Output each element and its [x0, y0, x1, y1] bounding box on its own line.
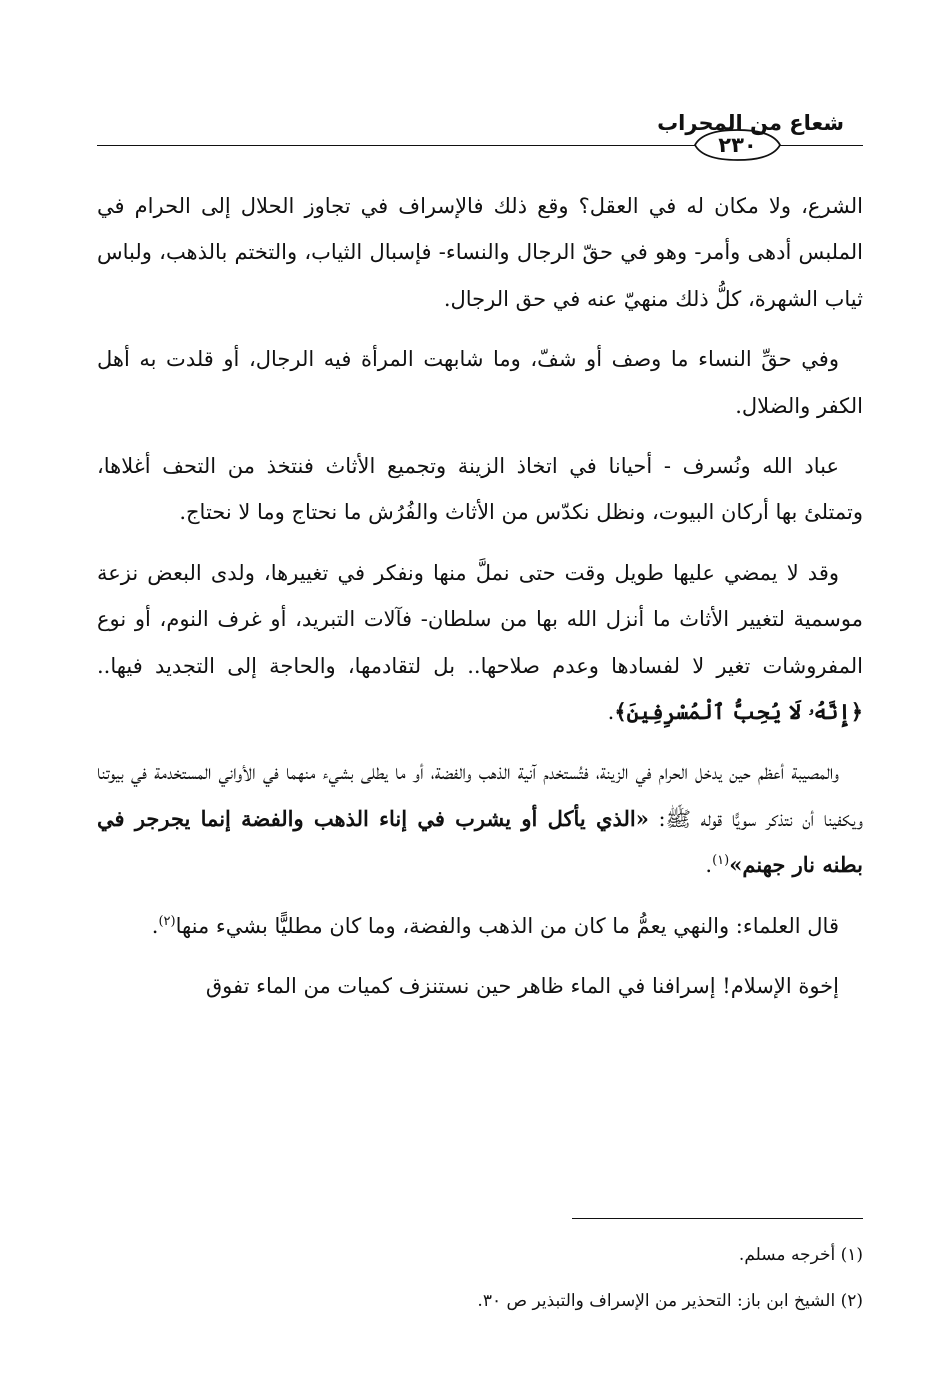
paragraph-6: [97, 903, 863, 949]
page-number-badge: [693, 127, 782, 163]
footnote-ref-2: (٢): [158, 913, 176, 929]
quran-verse: ﴿إِنَّهُۥ لَا يُحِبُّ ٱلْمُسْرِفِينَ﴾: [614, 699, 863, 725]
paragraph-1: الشرع، ولا مكان له في العقل؟ وقع ذلك فالإسراف في تجاوز الحلال إلى الحرام في الملبس أدهى وأمر- وهو في حقّ الرجال والنساء- فإسبال الثياب، والتختم بالذهب، ولباس ثياب الشهرة، كلُّ ذلك منهيّ عنه في حق الرجال.: [97, 194, 863, 311]
paragraph-7: إخوة الإسلام! إسرافنا في الماء ظاهر حين نستنزف كميات من الماء تفوق: [205, 974, 839, 999]
running-title: شعاع من المحراب: [657, 111, 844, 135]
footnote-separator: [572, 1218, 863, 1219]
header-rule-left: [97, 145, 695, 146]
page-number: ٢٣٠: [718, 133, 757, 157]
paragraph-4: [97, 550, 863, 736]
header-rule-right: [780, 145, 863, 146]
paragraph-4-end: .: [607, 700, 615, 725]
main-text: [97, 183, 863, 1024]
paragraph-3: عباد الله ونُسرف - أحيانا في اتخاذ الزينة وتجميع الأثاث فنتخذ من التحف أغلاها، وتمتلئ بها أركان البيوت، ونظل نكدّس من الأثاث والفُرُش ما نحتاج وما لا نحتاج.: [97, 454, 863, 525]
paragraph-5-end: .: [705, 853, 713, 878]
paragraph-6-end: .: [151, 913, 159, 938]
paragraph-6-text: قال العلماء: والنهي يعمُّ ما كان من الذهب والفضة، وما كان مطليًّا بشيء منها: [175, 913, 839, 938]
paragraph-4-text: وقد لا يمضي عليها طويل وقت حتى نملَّ منها ونفكر في تغييرها، ولدى البعض نزعة موسمية لتغيير الأثاث ما أنزل الله بها من سلطان- فآلات التبريد، أو غرف النوم، أو نوع المفروشات تغير لا لفسادها وعدم صلاحها.. بل لتقادمها، والحاجة إلى التجديد فيها..: [97, 560, 863, 678]
footnotes: [97, 1232, 863, 1324]
footnote-2: (٢) الشيخ ابن باز: التحذير من الإسراف والتبذير ص ٣٠.: [477, 1291, 863, 1311]
paragraph-2: وفي حقِّ النساء ما وصف أو شفّ، وما شابهت المرأة فيه الرجال، أو قلدت به أهل الكفر والضلال.: [97, 347, 863, 418]
footnote-ref-1: (١): [712, 853, 730, 869]
paragraph-5: [97, 749, 863, 888]
paragraph-5-text: والمصيبة أعظم حين يدخل الحرام في الزينة، فتُستخدم آنية الذهب والفضة، أو ما يطلى بشيء منهما في الأواني المستخدمة في بيوتنا ويكفينا أن نتذكر سويًّا قوله ﷺ:: [97, 760, 863, 831]
hadith-quote: «الذي يأكل أو يشرب في إناء الذهب والفضة إنما يجرجر في بطنه نار جهنم»: [97, 805, 863, 878]
footnote-1: (١) أخرجه مسلم.: [738, 1245, 863, 1265]
